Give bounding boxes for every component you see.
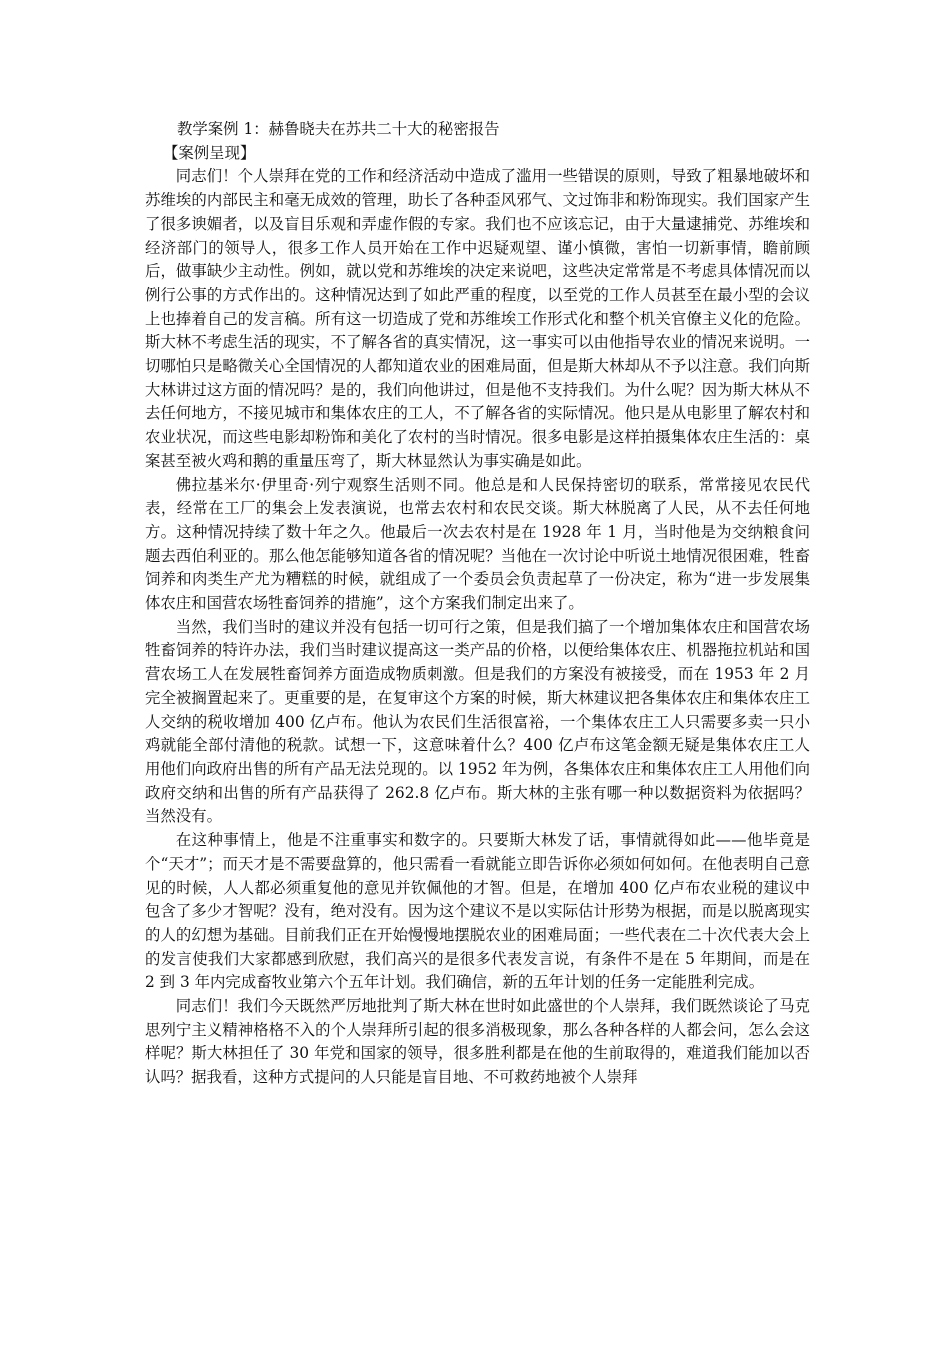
paragraph-1: 同志们！个人崇拜在党的工作和经济活动中造成了滥用一些错误的原则，导致了粗暴地破坏和苏维埃的内部民主和毫无成效的管理，助长了各种歪风邪气、文过饰非和粉饰现实。我们国家产生了很多谀媚者，以及盲目乐观和弄虚作假的专家。我们也不应该忘记，由于大量逮捕党、苏维埃和经济部门的领导人，很多工作人员开始在工作中迟疑观望、谨小慎微，害怕一切新事情，瞻前顾后，做事缺少主动性。例如，就以党和苏维埃的决定来说吧，这些决定常常是不考虑具体情况而以例行公事的方式作出的。这种情况达到了如此严重的程度，以至党的工作人员甚至在最小型的会议上也捧着自己的发言稿。所有这一切造成了党和苏维埃工作形式化和整个机关官僚主义化的危险。斯大林不考虑生活的现实，不了解各省的真实情况，这一事实可以由他指导农业的情况来说明。一切哪怕只是略微关心全国情况的人都知道农业的困难局面，但是斯大林却从不予以注意。我们向斯大林讲过这方面的情况吗？是的，我们向他讲过，但是他不支持我们。为什么呢？因为斯大林从不去任何地方，不接见城市和集体农庄的工人，不了解各省的实际情况。他只是从电影里了解农村和农业状况，而这些电影却粉饰和美化了农村的当时情况。很多电影是这样拍摄集体农庄生活的：桌案甚至被火鸡和鹅的重量压弯了，斯大林显然认为事实确是如此。 [145, 167, 810, 470]
paragraph-4: 在这种事情上，他是不注重事实和数字的。只要斯大林发了话，事情就得如此——他毕竟是个“天才”；而天才是不需要盘算的，他只需看一看就能立即告诉你必须如何如何。在他表明自己意见的时候，人人都必须重复他的意见并钦佩他的才智。但是，在增加 400 亿卢布农业税的建议中包含了多少才智呢？没有，绝对没有。因为这个建议不是以实际估计形势为根据，而是以脱离现实的人的幻想为基础。目前我们正在开始慢慢地摆脱农业的困难局面；一些代表在二十次代表大会上的发言使我们大家都感到欣慰，我们高兴的是很多代表发言说，有条件不是在 5 年期间，而是在 2 到 3 年内完成畜牧业第六个五年计划。我们确信，新的五年计划的任务一定能胜利完成。 [145, 831, 810, 992]
paragraph-2: 佛拉基米尔·伊里奇·列宁观察生活则不同。他总是和人民保持密切的联系，常常接见农民代表，经常在工厂的集会上发表演说，也常去农村和农民交谈。斯大林脱离了人民，从不去任何地方。这种情况持续了数十年之久。他最后一次去农村是在 1928 年 1 月，当时他是为交纳粮食问题去西伯利亚的。那么他怎能够知道各省的情况呢？当他在一次讨论中听说土地情况很困难，牲畜饲养和肉类生产尤为糟糕的时候，就组成了一个委员会负责起草了一份决定，称为“进一步发展集体农庄和国营农场牲畜饲养的措施”，这个方案我们制定出来了。 [145, 475, 810, 613]
case-title: 教学案例 1：赫鲁晓夫在苏共二十大的秘密报告 [177, 120, 500, 138]
paragraph-3: 当然，我们当时的建议并没有包括一切可行之策，但是我们搞了一个增加集体农庄和国营农场牲畜饲养的特许办法，我们当时建议提高这一类产品的价格，以便给集体农庄、机器拖拉机站和国营农场工人在发展牲畜饲养方面造成物质刺激。但是我们的方案没有被接受，而在 1953 年 2 月完全被搁置起来了。更重要的是，在复审这个方案的时候，斯大林建议把各集体农庄和集体农庄工人交纳的税收增加 400 亿卢布。他认为农民们生活很富裕，一个集体农庄工人只需要多卖一只小鸡就能全部付清他的税款。试想一下，这意味着什么？400 亿卢布这笔金额无疑是集体农庄工人用他们向政府出售的所有产品无法兑现的。以 1952 年为例，各集体农庄和集体农庄工人用他们向政府交纳和出售的所有产品获得了 262.8 亿卢布。斯大林的主张有哪一种以数据资料为依据吗？当然没有。 [145, 617, 810, 826]
document-page [145, 118, 810, 1090]
section-heading: 【案例呈现】 [163, 143, 256, 162]
paragraph-5: 同志们！我们今天既然严厉地批判了斯大林在世时如此盛世的个人崇拜，我们既然谈论了马克思列宁主义精神格格不入的个人崇拜所引起的很多消极现象，那么各种各样的人都会问，怎么会这样呢？斯大林担任了 30 年党和国家的领导，很多胜利都是在他的生前取得的，难道我们能加以否认吗？据我看，这种方式提问的人只能是盲目地、不可救药地被个人崇拜 [145, 997, 810, 1087]
